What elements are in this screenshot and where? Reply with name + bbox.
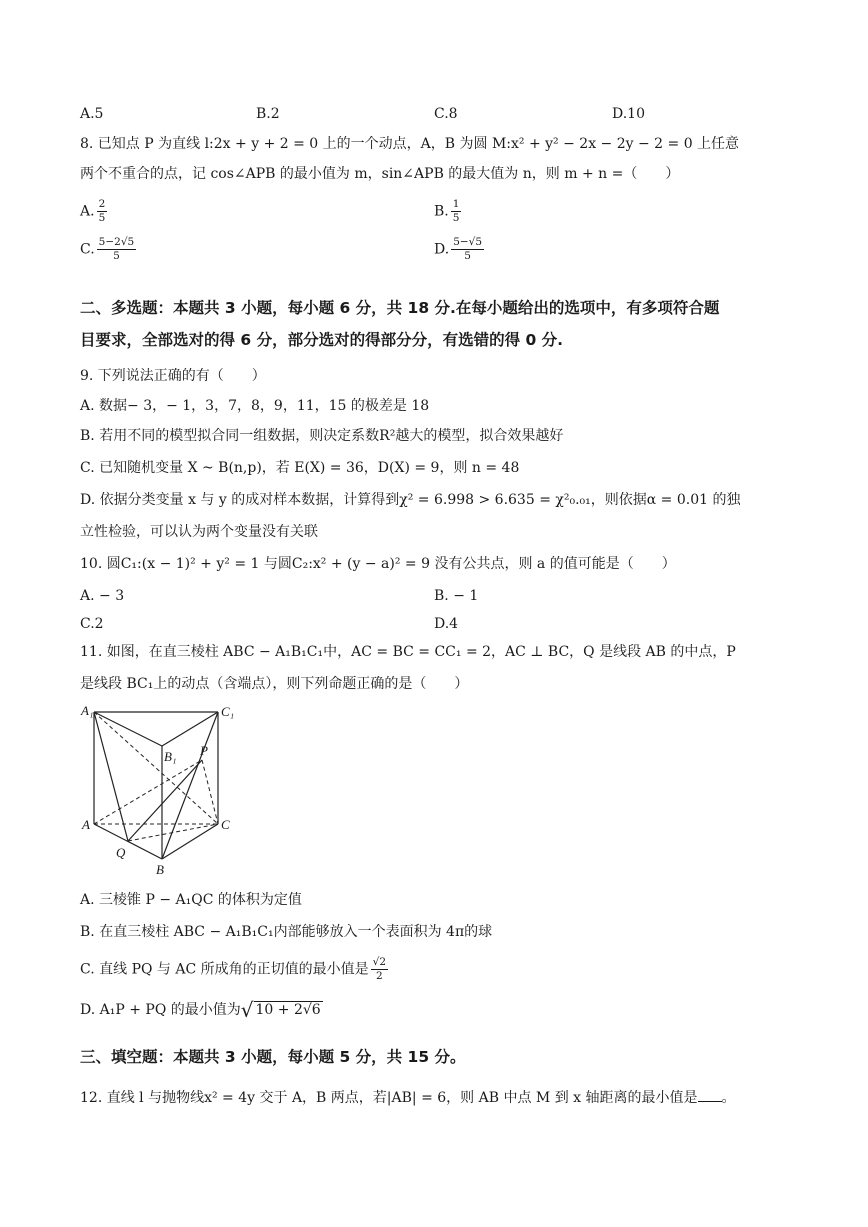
label-a1: A₁	[81, 703, 94, 718]
radicand: 10 + 2√6	[255, 1002, 321, 1018]
q10-option-b: B. − 1	[434, 588, 479, 604]
q9-option-d-line2: 立性检验，可以认为两个变量没有关联	[80, 524, 318, 540]
option-prefix: A.	[80, 203, 95, 220]
fraction: $\frac{√2}{2}$	[372, 956, 387, 982]
hidden-segment-p-c	[202, 760, 218, 824]
edge-a1-b1	[94, 712, 162, 746]
label-c: C	[221, 817, 230, 832]
q9-option-d-line1: D. 依据分类变量 x 与 y 的成对样本数据，计算得到χ² = 6.998 > 6.635 = χ²₀.₀₁，则依据α = 0.01 的独	[80, 492, 741, 508]
section2-heading-line2: 目要求，全部选对的得 6 分，部分选对的得部分分，有选错的得 0 分.	[80, 331, 564, 349]
option-prefix: C.	[80, 241, 95, 258]
q7-option-c: C.8	[434, 106, 458, 122]
q11-stem-line2: 是线段 BC₁上的动点（含端点），则下列命题正确的是（ ）	[80, 676, 469, 692]
q11-option-c	[80, 956, 388, 983]
q7-option-b: B.2	[256, 106, 280, 122]
radical-sign: √	[240, 998, 254, 1022]
section2-heading-line1: 二、多选题：本题共 3 小题，每小题 6 分，共 18 分.在每小题给出的选项中，有多项符合题	[80, 299, 720, 317]
q10-option-c: C.2	[80, 616, 104, 632]
q8-stem-line1: 8. 已知点 P 为直线 l:2x + y + 2 = 0 上的一个动点，A，B 为圆 M:x² + y² − 2x − 2y − 2 = 0 上任意	[80, 136, 740, 152]
label-b1: B₁	[164, 749, 177, 764]
q9-stem: 9. 下列说法正确的有（ ）	[80, 368, 266, 384]
fraction: $\frac{1}{5}$	[452, 198, 460, 224]
segment-a1-q	[94, 712, 128, 841]
label-b: B	[156, 862, 164, 877]
q11-option-a: A. 三棱锥 P − A₁QC 的体积为定值	[80, 892, 302, 908]
q10-option-d: D.4	[434, 616, 459, 632]
answer-blank[interactable]	[698, 1089, 722, 1102]
prism-figure	[80, 700, 250, 880]
label-q: Q	[116, 845, 126, 860]
q8-stem-line2: 两个不重合的点，记 cos∠APB 的最小值为 m，sin∠APB 的最大值为 n，则 m + n =（ ）	[80, 166, 680, 182]
label-a: A	[82, 817, 90, 832]
option-text: D. A₁P + PQ 的最小值为	[80, 1002, 241, 1018]
segment-b-c1	[162, 712, 218, 859]
option-prefix: D.	[434, 241, 450, 258]
q10-option-a: A. − 3	[80, 588, 125, 604]
q10-stem: 10. 圆C₁:(x − 1)² + y² = 1 与圆C₂:x² + (y − a)² = 9 没有公共点，则 a 的值可能是（ ）	[80, 556, 676, 572]
q11-stem-line1: 11. 如图，在直三棱柱 ABC − A₁B₁C₁中，AC = BC = CC₁ = 2，AC ⊥ BC，Q 是线段 AB 的中点，P	[80, 644, 736, 660]
q8-option-a	[80, 198, 107, 225]
q11-option-d	[80, 1000, 323, 1020]
fraction: $\frac{5-2√5}{5}$	[98, 236, 135, 262]
q9-option-c: C. 已知随机变量 X ~ B(n,p)，若 E(X) = 36，D(X) = 9，则 n = 48	[80, 460, 520, 476]
q8-option-d	[434, 236, 484, 263]
q9-option-b: B. 若用不同的模型拟合同一组数据，则决定系数R²越大的模型，拟合效果越好	[80, 428, 564, 444]
hidden-segment-a-p	[94, 760, 202, 824]
fraction: $\frac{5-√5}{5}$	[453, 236, 483, 262]
q12-text: 12. 直线 l 与抛物线x² = 4y 交于 A，B 两点，若|AB| = 6，则 AB 中点 M 到 x 轴距离的最小值是	[80, 1090, 698, 1106]
q12-end: 。	[721, 1090, 736, 1106]
hidden-segment-a1-c	[94, 712, 218, 824]
fraction: $\frac{2}{5}$	[98, 198, 106, 224]
q11-option-b: B. 在直三棱柱 ABC − A₁B₁C₁内部能够放入一个表面积为 4π的球	[80, 924, 493, 940]
q12-stem	[80, 1088, 736, 1108]
option-prefix: B.	[434, 203, 449, 220]
edge-b1-c1	[162, 712, 218, 746]
section3-heading: 三、填空题：本题共 3 小题，每小题 5 分，共 15 分。	[80, 1048, 466, 1066]
q9-option-a: A. 数据− 3，− 1，3，7，8，9，11，15 的极差是 18	[80, 398, 430, 414]
q7-option-d: D.10	[612, 106, 645, 122]
label-c1: C₁	[221, 704, 235, 719]
edge-a-b	[94, 824, 162, 859]
q7-option-a: A.5	[80, 106, 104, 122]
q8-option-b	[434, 198, 461, 225]
q8-option-c	[80, 236, 136, 263]
label-p: P	[200, 743, 208, 758]
option-text: C. 直线 PQ 与 AC 所成角的正切值的最小值是	[80, 961, 369, 978]
